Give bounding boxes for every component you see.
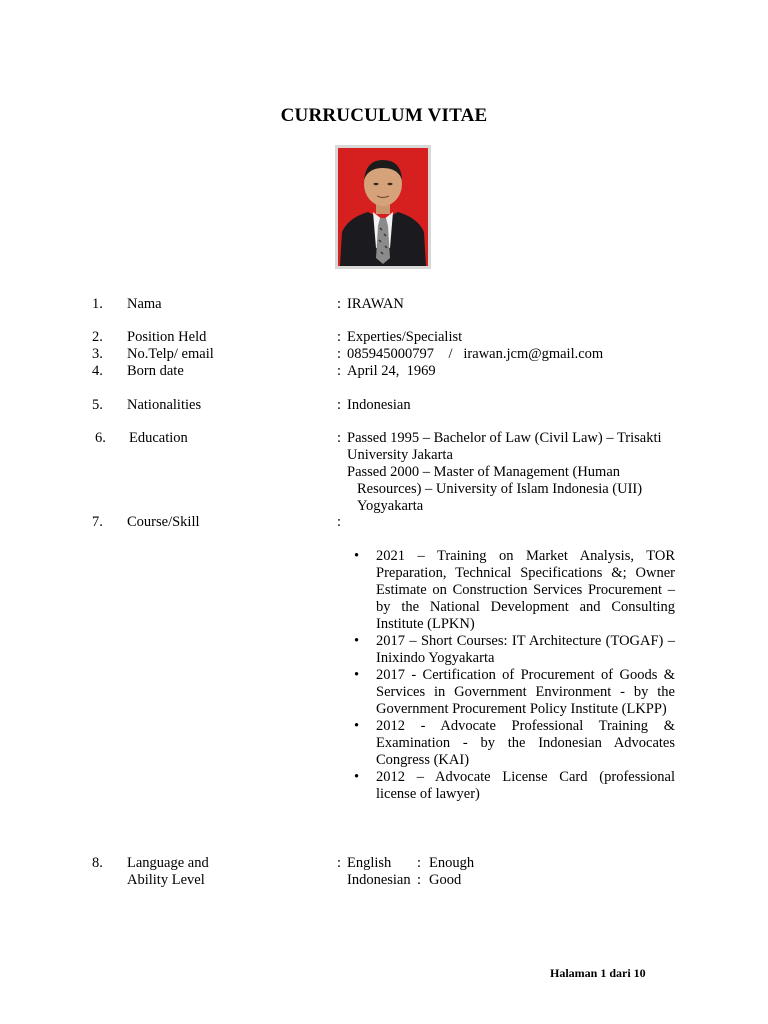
language-level: Good [429, 872, 462, 888]
field-colon: : [337, 514, 342, 530]
person-portrait-icon [338, 148, 428, 266]
course-text: 2012 - Advocate Professional Training & Examination - by the Indonesian Advocates Congress (KAI) [376, 718, 675, 768]
field-label: Language and [127, 855, 209, 871]
item-number: 8. [92, 855, 103, 871]
bullet-icon: • [354, 667, 360, 683]
page-footer: Halaman 1 dari 10 [550, 966, 646, 980]
field-colon: : [337, 346, 342, 362]
education-list [347, 430, 675, 515]
item-number: 2. [92, 329, 103, 345]
field-colon: : [337, 363, 342, 379]
field-colon: : [337, 329, 342, 345]
course-text: 2021 – Training on Market Analysis, TOR Preparation, Technical Specifications &; Owner Estimate on Construction Services Procurement – by the National Development and Consulting Institute (LPKN) [376, 548, 675, 632]
bullet-icon: • [354, 548, 360, 564]
item-number: 1. [92, 296, 103, 312]
language-level: Enough [429, 855, 475, 871]
list-item [354, 548, 675, 633]
field-label: Nama [127, 296, 162, 312]
course-text: 2017 - Certification of Procurement of Goods & Services in Government Environment - by the Government Procurement Policy Institute (LKPP) [376, 667, 675, 717]
list-item [354, 718, 675, 769]
course-text: 2012 – Advocate License Card (professional license of lawyer) [376, 769, 675, 802]
item-number: 4. [92, 363, 103, 379]
field-label: Born date [127, 363, 184, 379]
field-label: Education [129, 430, 188, 446]
item-number: 7. [92, 514, 103, 530]
course-text: 2017 – Short Courses: IT Architecture (TOGAF) – Inixindo Yogyakarta [376, 633, 675, 666]
education-entry-line: Resources) – University of Islam Indonesia (UII) [357, 481, 643, 497]
field-label: Ability Level [127, 872, 205, 888]
language-name: Indonesian [347, 872, 411, 888]
field-value: 085945000797 / irawan.jcm@gmail.com [347, 346, 604, 362]
language-colon: : [417, 855, 422, 871]
list-item [354, 633, 675, 667]
item-number: 5. [92, 397, 103, 413]
item-number: 3. [92, 346, 103, 362]
bullet-icon: • [354, 769, 360, 785]
field-label: No.Telp/ email [127, 346, 214, 362]
profile-photo [335, 145, 431, 269]
field-value: Experties/Specialist [347, 329, 463, 345]
field-value: Indonesian [347, 397, 411, 413]
field-colon: : [337, 296, 342, 312]
field-colon: : [337, 855, 342, 871]
education-entry-line: Passed 2000 – Master of Management (Human [347, 464, 621, 480]
field-label: Nationalities [127, 397, 202, 413]
field-label: Position Held [127, 329, 207, 345]
education-entry-line: Passed 1995 – Bachelor of Law (Civil Law) – Trisakti [347, 430, 662, 446]
field-label: Course/Skill [127, 514, 200, 530]
language-colon: : [417, 872, 422, 888]
field-value: IRAWAN [347, 296, 404, 312]
page-title: CURRUCULUM VITAE [280, 105, 488, 126]
language-name: English [347, 855, 392, 871]
field-colon: : [337, 430, 342, 446]
bullet-icon: • [354, 633, 360, 649]
bullet-icon: • [354, 718, 360, 734]
item-number: 6. [95, 430, 106, 446]
list-item [354, 667, 675, 718]
field-colon: : [337, 397, 342, 413]
education-entry-line: University Jakarta [347, 447, 453, 463]
field-value: April 24, 1969 [347, 363, 436, 379]
course-list [354, 548, 675, 803]
list-item [354, 769, 675, 803]
education-entry-line: Yogyakarta [357, 498, 424, 514]
